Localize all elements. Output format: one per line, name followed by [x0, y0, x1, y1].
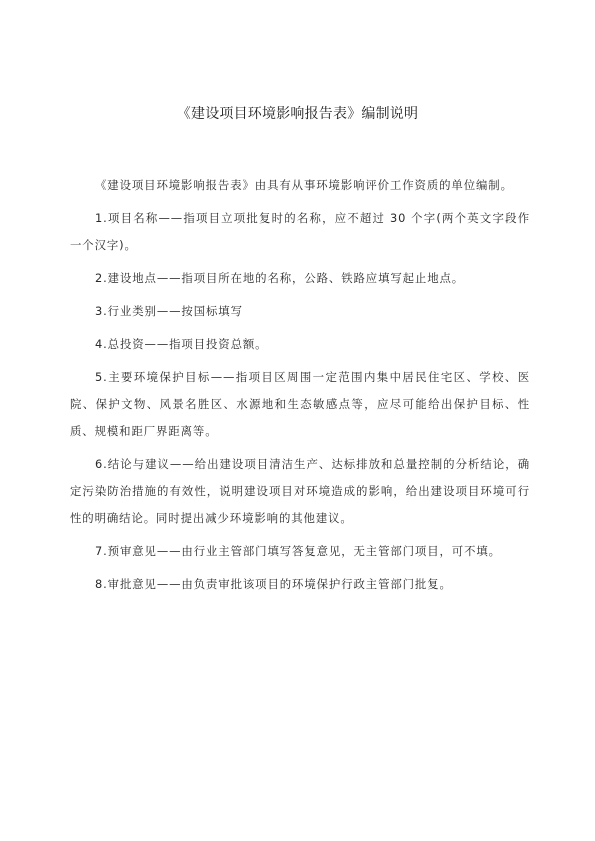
- item-total-investment: 4.总投资——指项目投资总额。: [95, 337, 268, 351]
- intro-paragraph: 《建设项目环境影响报告表》由具有从事环境影响评价工作资质的单位编制。: [95, 178, 513, 192]
- item-approval-opinion: 8.审批意见——由负责审批该项目的环境保护行政主管部门批复。: [95, 577, 452, 591]
- item-pre-review-opinion: 7.预审意见——由行业主管部门填写答复意见，无主管部门项目，可不填。: [95, 544, 501, 558]
- item-protection-targets: 5.主要环境保护目标——指项目区周围一定范围内集中居民住宅区、学校、医院、保护文物、风景名胜区、水源地和生态敏感点等，应尽可能给出保护目标、性质、规模和距厂界距离等。: [70, 370, 530, 438]
- document-title: 《建设项目环境影响报告表》编制说明: [176, 106, 419, 122]
- item-project-name: 1.项目名称——指项目立项批复时的名称，应不超过 30 个字(两个英文字段作一个汉字)。: [70, 211, 530, 252]
- document-body: [70, 172, 530, 598]
- item-industry-category: 3.行业类别——按国标填写: [95, 304, 243, 318]
- item-construction-site: 2.建设地点——指项目所在地的名称，公路、铁路应填写起止地点。: [95, 271, 465, 285]
- item-conclusions: 6.结论与建议——给出建设项目清洁生产、达标排放和总量控制的分析结论，确定污染防治措施的有效性，说明建设项目对环境造成的影响，给出建设项目环境可行性的明确结论。同时提出减少环境影响的其他建议。: [70, 457, 530, 525]
